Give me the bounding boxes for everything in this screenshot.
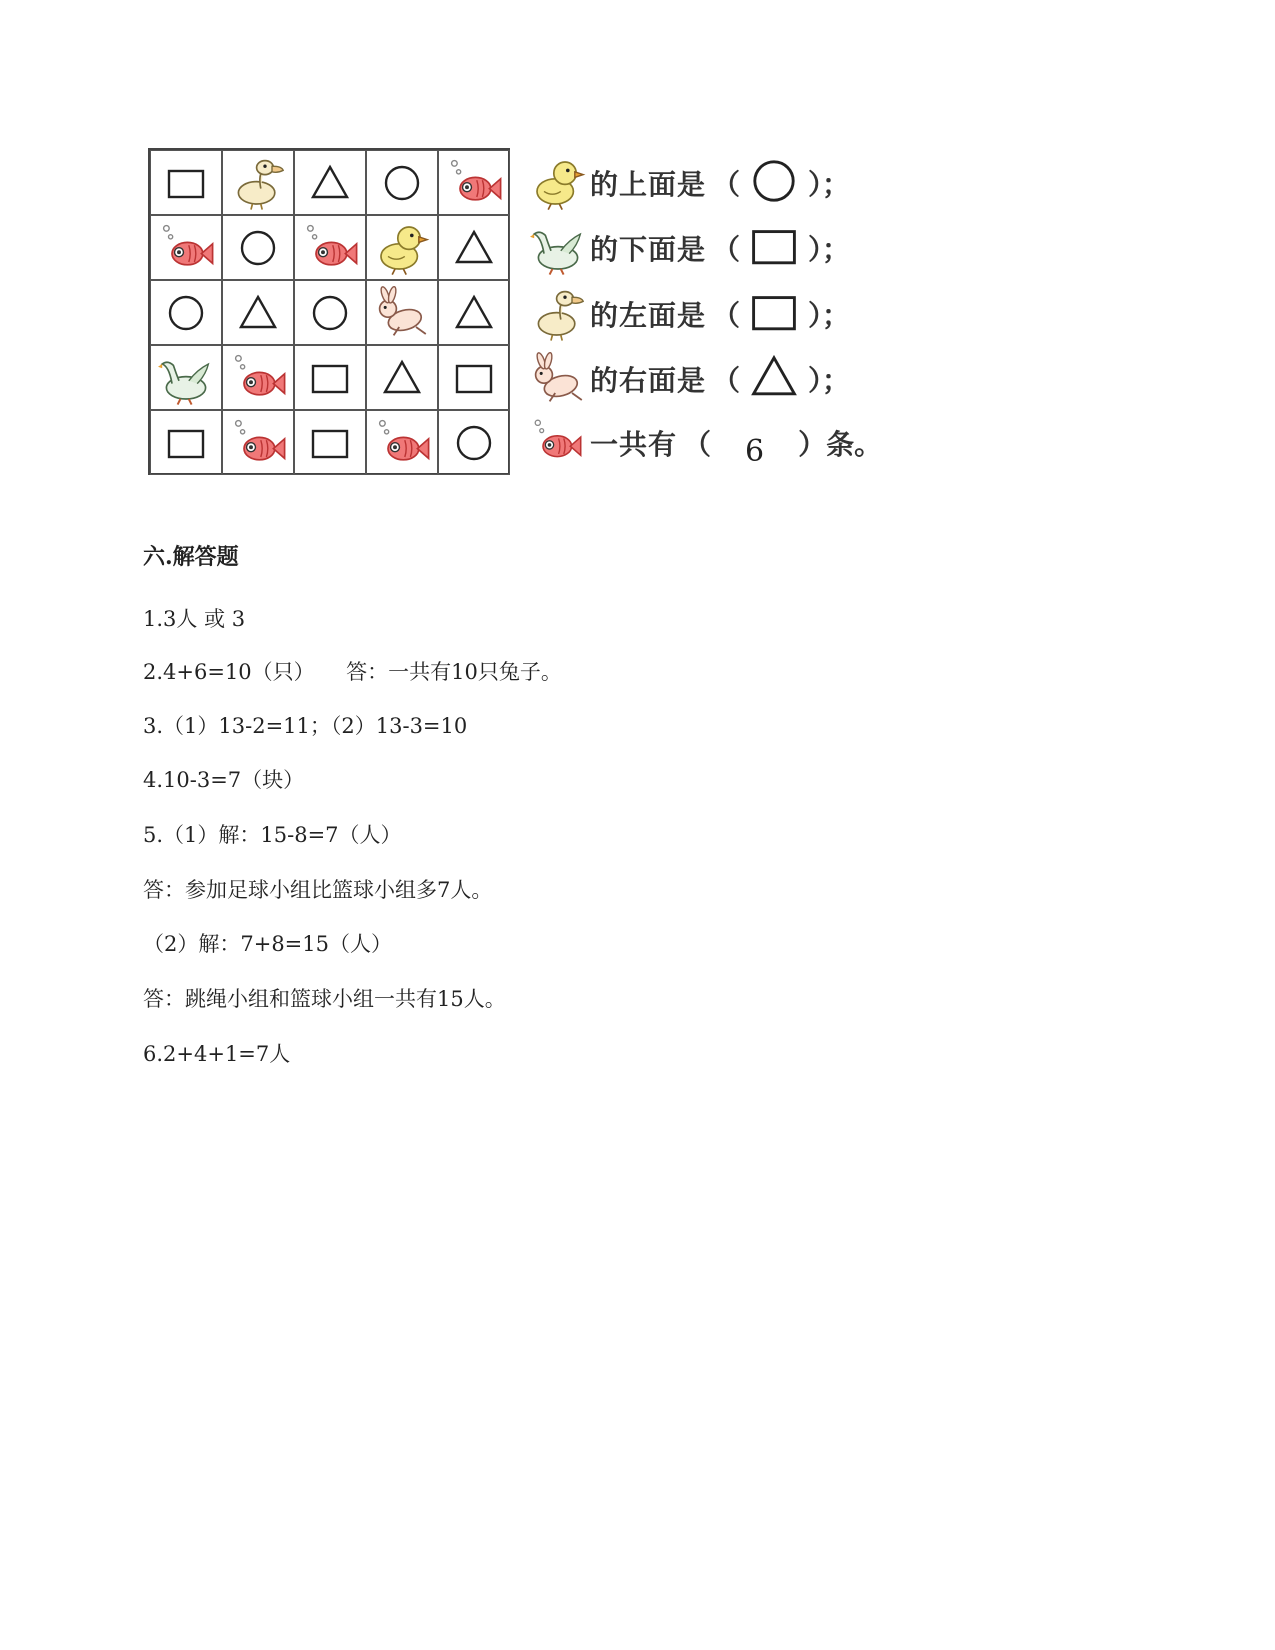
- grid-cell: [294, 280, 366, 345]
- grid-cell: [222, 280, 294, 345]
- fish-icon: [446, 155, 502, 211]
- duck-icon: [230, 155, 286, 211]
- open-paren: （: [712, 299, 741, 332]
- grid-cell: [366, 280, 438, 345]
- triangle-icon: [382, 358, 422, 398]
- grid-cell: [438, 215, 510, 280]
- open-paren: （: [712, 168, 741, 201]
- grid-cell: [438, 345, 510, 410]
- close-paren: ）；: [808, 233, 851, 266]
- triangle-icon: [310, 163, 350, 203]
- q4-answer-shape: [750, 353, 798, 405]
- grid-cell: [222, 345, 294, 410]
- q3-animal: [530, 286, 586, 342]
- close-paren: ）；: [808, 364, 851, 397]
- q4-animal: [530, 351, 586, 407]
- square-icon: [454, 358, 494, 398]
- circle-icon: [750, 190, 798, 209]
- rabbit-icon: [530, 392, 586, 411]
- grid-cell: [222, 215, 294, 280]
- answer-line: 答：跳绳小组和篮球小组一共有15人。: [143, 987, 506, 1011]
- question-text: 一共有: [590, 428, 678, 461]
- goose-icon: [158, 350, 214, 406]
- grid-cell: [150, 215, 222, 280]
- grid-cell: [366, 410, 438, 475]
- triangle-icon: [238, 293, 278, 333]
- circle-icon: [382, 163, 422, 203]
- answer-line: （2）解：7+8=15（人）: [143, 932, 392, 956]
- chick-icon: [374, 220, 430, 276]
- answer-line: 2.4+6=10（只） 答：一共有10只兔子。: [143, 660, 562, 684]
- question-row: [530, 153, 856, 213]
- answer-line: 5.（1）解：15-8=7（人）: [143, 823, 402, 847]
- question-row: [530, 284, 856, 344]
- grid-cell: [150, 150, 222, 215]
- grid-cell: [366, 345, 438, 410]
- shape-grid: [148, 148, 510, 475]
- question-row: [530, 349, 856, 409]
- open-paren: （: [712, 364, 741, 397]
- square-icon: [166, 163, 206, 203]
- chick-icon: [530, 196, 586, 215]
- grid-cell: [150, 410, 222, 475]
- grid-cell: [294, 150, 366, 215]
- fish-icon: [302, 220, 358, 276]
- grid-cell: [366, 150, 438, 215]
- fish-count-answer: 6: [745, 433, 765, 469]
- answer-line: 1.3人 或 3: [143, 607, 246, 631]
- q5-animal: [530, 415, 586, 471]
- square-icon: [166, 423, 206, 463]
- q2-animal: [530, 220, 586, 276]
- grid-cell: [294, 215, 366, 280]
- question-row: [530, 218, 856, 278]
- square-icon: [750, 321, 798, 340]
- circle-icon: [166, 293, 206, 333]
- grid-cell: [366, 215, 438, 280]
- question-text: 的左面是: [590, 299, 707, 332]
- grid-cell: [150, 280, 222, 345]
- grid-cell: [438, 280, 510, 345]
- answer-line: 3.（1）13-2=11；（2）13-3=10: [143, 714, 468, 738]
- fish-icon: [230, 415, 286, 471]
- circle-icon: [310, 293, 350, 333]
- square-icon: [310, 358, 350, 398]
- answer-line: 4.10-3=7（块）: [143, 768, 305, 792]
- q2-answer-shape: [750, 222, 798, 274]
- triangle-icon: [454, 293, 494, 333]
- question-text: 的下面是: [590, 233, 707, 266]
- goose-icon: [530, 261, 586, 280]
- grid-cell: [438, 410, 510, 475]
- grid-cell: [294, 345, 366, 410]
- answer-line: 6.2+4+1=7人: [143, 1042, 291, 1066]
- question-text: 的右面是: [590, 364, 707, 397]
- fish-icon: [530, 452, 582, 471]
- square-icon: [310, 423, 350, 463]
- rabbit-icon: [374, 285, 430, 341]
- fish-icon: [230, 350, 286, 406]
- open-paren: （: [712, 233, 741, 266]
- grid-cell: [150, 345, 222, 410]
- fish-question-row: [530, 413, 888, 473]
- q1-animal: [530, 155, 586, 211]
- close-paren: ）；: [808, 299, 851, 332]
- duck-icon: [530, 327, 586, 346]
- grid-cell: [294, 410, 366, 475]
- triangle-icon: [454, 228, 494, 268]
- question-text: 的上面是: [590, 168, 707, 201]
- triangle-icon: [750, 386, 798, 405]
- grid-cell: [222, 410, 294, 475]
- fish-icon: [158, 220, 214, 276]
- answer-line: 答：参加足球小组比篮球小组多7人。: [143, 878, 493, 902]
- open-paren: （: [683, 428, 712, 461]
- q1-answer-shape: [750, 157, 798, 209]
- circle-icon: [454, 423, 494, 463]
- grid-cell: [222, 150, 294, 215]
- fish-icon: [374, 415, 430, 471]
- grid-cell: [438, 150, 510, 215]
- square-icon: [750, 255, 798, 274]
- q3-answer-shape: [750, 288, 798, 340]
- close-paren: ）条。: [798, 428, 883, 461]
- circle-icon: [238, 228, 278, 268]
- close-paren: ）；: [808, 168, 851, 201]
- section-title: 六.解答题: [143, 544, 239, 570]
